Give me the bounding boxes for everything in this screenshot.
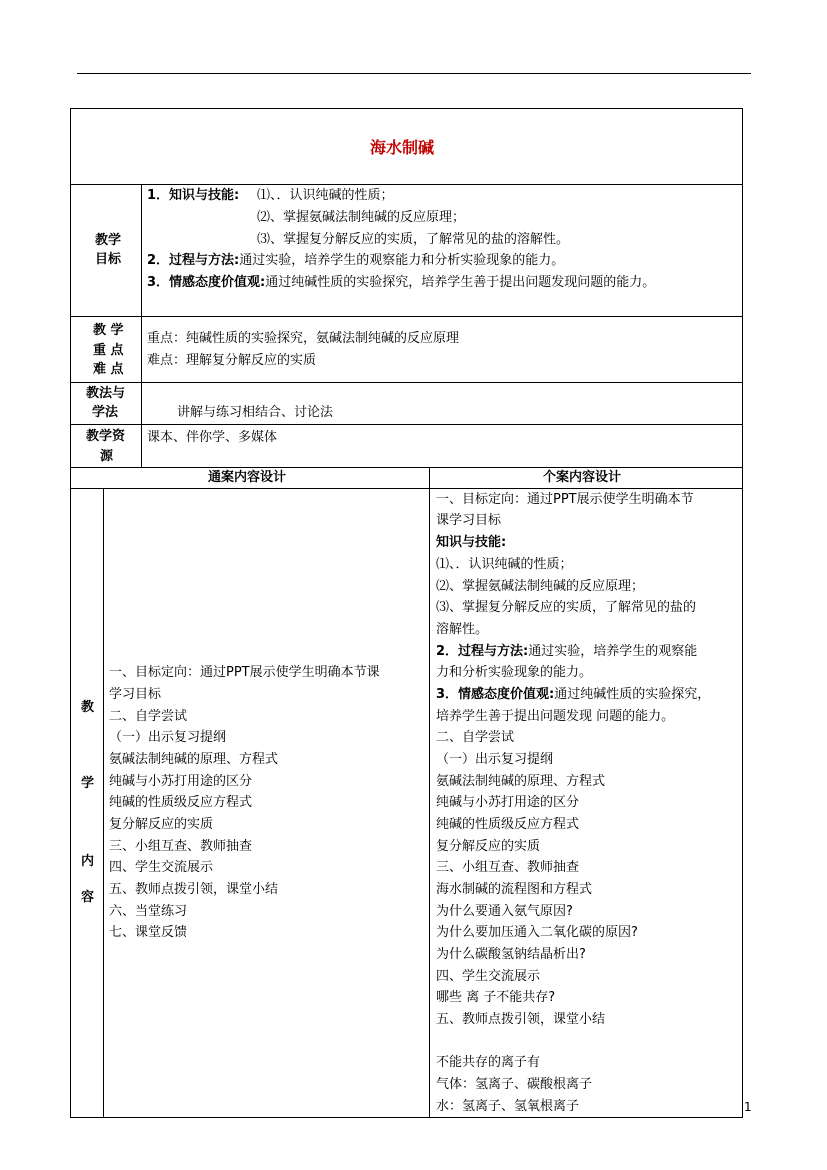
methods-label-2: 学法 <box>92 405 119 420</box>
individual-line <box>436 684 710 705</box>
table-border-left <box>70 108 71 1118</box>
individual-line: 为什么要通入氨气原因? <box>436 904 573 919</box>
individual-line: ⑵、掌握氨碱法制纯碱的反应原理； <box>436 579 645 594</box>
individual-line: 四、学生交流展示 <box>436 969 541 984</box>
individual-design-header: 个案内容设计 <box>543 470 622 485</box>
individual-line: 哪些 离 子不能共存? <box>436 990 556 1005</box>
keypoints-label-2: 重 点 <box>93 343 124 358</box>
common-line: 纯碱的性质级反应方程式 <box>109 795 253 810</box>
individual-line: 水：氢离子、氢氧根离子 <box>436 1099 580 1114</box>
common-line: 四、学生交流展示 <box>109 860 214 875</box>
row-divider <box>70 382 743 383</box>
content-label-char: 学 <box>81 776 95 791</box>
individual-emotion-text: 通过纯碱性质的实验探究， <box>554 687 711 702</box>
page-number: 1 <box>744 1100 752 1114</box>
common-line: 复分解反应的实质 <box>109 817 214 832</box>
individual-line: ⑴、．认识纯碱的性质； <box>436 557 573 572</box>
content-label-char: 内 <box>81 854 95 869</box>
individual-process-heading: 2．过程与方法: <box>436 644 529 659</box>
col-divider <box>141 184 142 467</box>
common-line: （一）出示复习提纲 <box>109 730 227 745</box>
process-heading: 2．过程与方法: <box>147 253 240 268</box>
col-divider <box>429 467 430 1118</box>
row-divider <box>70 467 743 468</box>
individual-line: 为什么要加压通入二氧化碳的原因? <box>436 925 638 940</box>
individual-line: 五、教师点拨引领，课堂小结 <box>436 1012 606 1027</box>
common-line: 学习目标 <box>109 687 162 702</box>
row-divider <box>70 316 743 317</box>
methods-text: 讲解与练习相结合、讨论法 <box>177 405 334 420</box>
individual-emotion-heading: 3．情感态度价值观: <box>436 687 555 702</box>
individual-line: 知识与技能: <box>436 535 507 550</box>
common-line: 二、自学尝试 <box>109 709 188 724</box>
individual-line: 纯碱与小苏打用途的区分 <box>436 795 580 810</box>
row-divider <box>70 424 743 425</box>
table-border-right <box>742 108 743 1118</box>
individual-line: 不能共存的离子有 <box>436 1055 541 1070</box>
keypoints-label-1: 教 学 <box>93 323 124 338</box>
process-line <box>147 250 564 271</box>
individual-line: 一、目标定向：通过PPT展示使学生明确本节 <box>436 492 694 507</box>
table-border-top <box>70 108 743 109</box>
col-divider <box>103 488 104 1118</box>
individual-line: 力和分析实验现象的能力。 <box>436 665 593 680</box>
individual-line: 气体：氢离子、碳酸根离子 <box>436 1077 593 1092</box>
resources-text: 课本、伴你学、多媒体 <box>147 430 278 445</box>
common-line: 六、当堂练习 <box>109 904 188 919</box>
methods-label-1: 教法与 <box>86 386 126 401</box>
table-border-bottom <box>70 1117 743 1118</box>
common-line: 七、课堂反馈 <box>109 925 188 940</box>
individual-line: 为什么碳酸氢钠结晶析出? <box>436 947 586 962</box>
knowledge-item-1: ⑴、．认识纯碱的性质； <box>257 188 394 203</box>
resources-label-1: 教学资 <box>86 429 126 444</box>
individual-line <box>436 641 697 662</box>
individual-process-text: 通过实验，培养学生的观察能 <box>528 644 698 659</box>
difficulty-text: 难点：理解复分解反应的实质 <box>147 353 317 368</box>
resources-label-2: 源 <box>100 449 114 464</box>
individual-line: ⑶、掌握复分解反应的实质，了解常见的盐的 <box>436 600 697 615</box>
individual-line: 溶解性。 <box>436 622 489 637</box>
common-line: 一、目标定向：通过PPT展示使学生明确本节课 <box>109 665 380 680</box>
knowledge-heading: 1．知识与技能: <box>147 188 240 203</box>
common-design-header: 通案内容设计 <box>208 470 287 485</box>
keypoints-label-3: 难 点 <box>93 362 124 377</box>
focus-text: 重点：纯碱性质的实验探究，氨碱法制纯碱的反应原理 <box>147 331 460 346</box>
content-label-char: 容 <box>81 890 95 905</box>
header-rule <box>77 73 751 74</box>
content-label-char: 教 <box>81 700 95 715</box>
knowledge-item-3: ⑶、掌握复分解反应的实质，了解常见的盐的溶解性。 <box>257 232 570 247</box>
common-line: 纯碱与小苏打用途的区分 <box>109 774 253 789</box>
individual-line: 二、自学尝试 <box>436 730 515 745</box>
individual-line: 氨碱法制纯碱的原理、方程式 <box>436 774 606 789</box>
emotion-line <box>147 272 655 293</box>
objectives-label-2: 目标 <box>95 252 122 267</box>
individual-line: 海水制碱的流程图和方程式 <box>436 882 593 897</box>
common-line: 氨碱法制纯碱的原理、方程式 <box>109 752 279 767</box>
individual-line: 纯碱的性质级反应方程式 <box>436 817 580 832</box>
individual-line: 课学习目标 <box>436 513 502 528</box>
page-title: 海水制碱 <box>370 138 435 157</box>
common-line: 三、小组互查、教师抽查 <box>109 839 253 854</box>
individual-line: 三、小组互查、教师抽查 <box>436 860 580 875</box>
knowledge-item-2: ⑵、掌握氨碱法制纯碱的反应原理； <box>257 210 466 225</box>
individual-line: 培养学生善于提出问题发现 问题的能力。 <box>436 709 675 724</box>
individual-line: （一）出示复习提纲 <box>436 752 554 767</box>
common-line: 五、教师点拨引领，课堂小结 <box>109 882 279 897</box>
individual-line: 复分解反应的实质 <box>436 839 541 854</box>
emotion-heading: 3．情感态度价值观: <box>147 275 266 290</box>
objectives-label-1: 教学 <box>95 233 122 248</box>
emotion-text: 通过纯碱性质的实验探究，培养学生善于提出问题发现问题的能力。 <box>265 275 656 290</box>
process-text: 通过实验，培养学生的观察能力和分析实验现象的能力。 <box>239 253 565 268</box>
